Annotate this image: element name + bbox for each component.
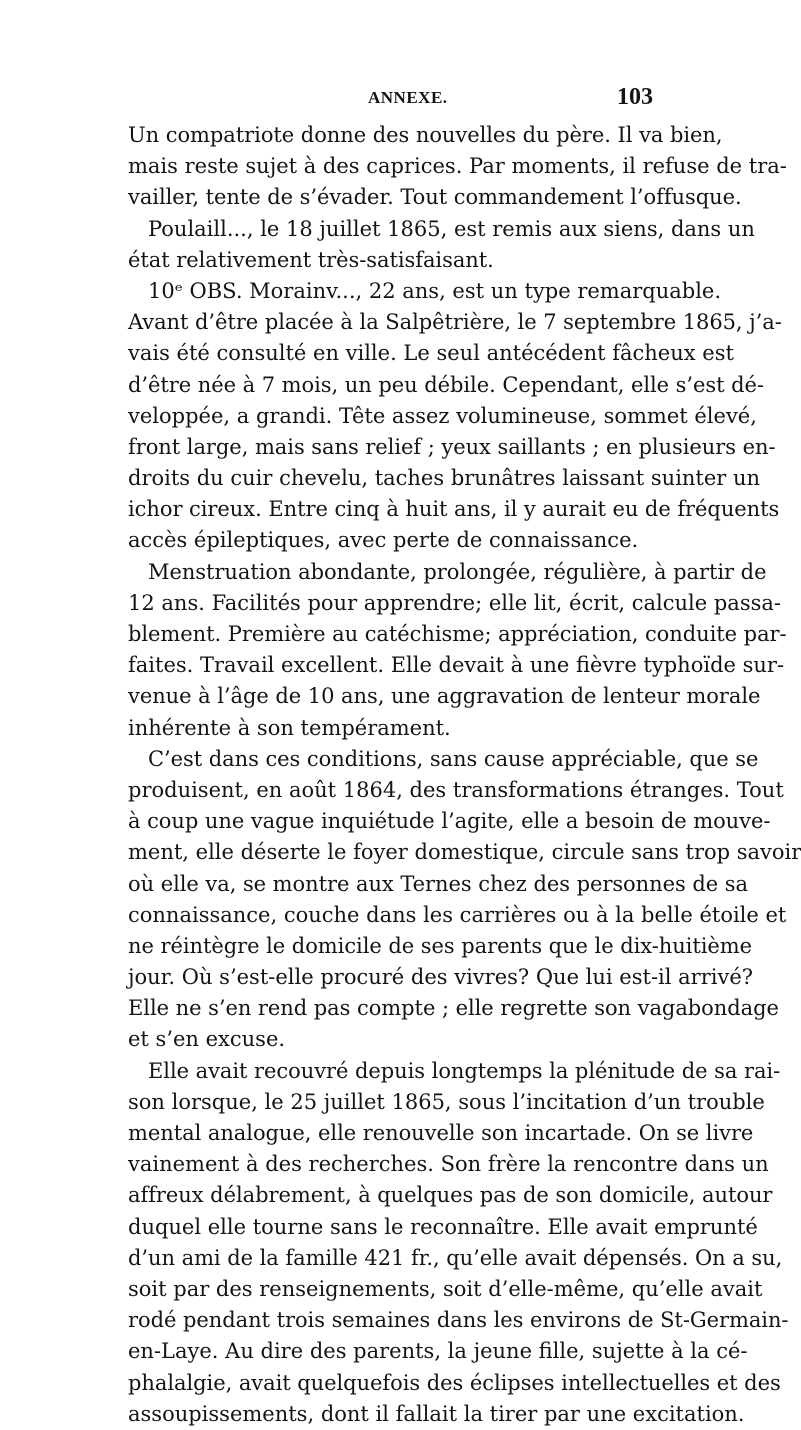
text-line: connaissance, couche dans les carrières ou à la belle étoile et (128, 902, 787, 927)
text-line: vainement à des recherches. Son frère la rencontre dans un (128, 1152, 769, 1177)
text-line: rodé pendant trois semaines dans les environs de St-Germain- (128, 1308, 789, 1333)
text-line: Elle avait recouvré depuis longtemps la plénitude de sa rai- (148, 1058, 781, 1083)
body-text (128, 120, 801, 1430)
text-line: front large, mais sans relief ; yeux saillants ; en plusieurs en- (128, 434, 776, 459)
text-line: son lorsque, le 25 juillet 1865, sous l’incitation d’un trouble (128, 1089, 765, 1114)
text-line: ment, elle déserte le foyer domestique, circule sans trop savoir (128, 840, 801, 865)
text-line: d’être née à 7 mois, un peu débile. Cependant, elle s’est dé- (128, 372, 764, 397)
text-line: duquel elle tourne sans le reconnaître. Elle avait emprunté (128, 1214, 758, 1239)
text-line: droits du cuir chevelu, taches brunâtres laissant suinter un (128, 466, 761, 491)
text-line: produisent, en août 1864, des transformations étranges. Tout (128, 777, 784, 802)
text-line: Menstruation abondante, prolongée, régulière, à partir de (148, 559, 767, 584)
text-line: et s’en excuse. (128, 1027, 286, 1052)
text-line: Avant d’être placée à la Salpêtrière, le 7 septembre 1865, j’a- (128, 310, 782, 335)
text-line: ichor cireux. Entre cinq à huit ans, il y aurait eu de fréquents (128, 497, 780, 522)
text-line: vailler, tente de s’évader. Tout commandement l’offusque. (128, 185, 742, 210)
running-head: ANNEXE. (368, 88, 448, 107)
text-line: mais reste sujet à des caprices. Par moments, il refuse de tra- (128, 154, 787, 179)
text-line: affreux délabrement, à quelques pas de son domicile, autour (128, 1183, 773, 1208)
text-line: mental analogue, elle renouvelle son incartade. On se livre (128, 1121, 754, 1145)
text-line: 10ᵉ OBS. Morainv..., 22 ans, est un type remarquable. (148, 278, 722, 303)
text-line: inhérente à son tempérament. (128, 715, 451, 740)
text-line: à coup une vague inquiétude l’agite, elle a besoin de mouve- (128, 809, 771, 834)
text-line: 12 ans. Facilités pour apprendre; elle lit, écrit, calcule passa- (128, 590, 781, 615)
text-line: phalalgie, avait quelquefois des éclipses intellectuelles et des (128, 1370, 781, 1395)
text-line: blement. Première au catéchisme; appréciation, conduite par- (128, 622, 787, 646)
text-line: en-Laye. Au dire des parents, la jeune fille, sujette à la cé- (128, 1339, 748, 1364)
text-line: veloppée, a grandi. Tête assez volumineuse, sommet élevé, (128, 403, 757, 428)
page-number: 103 (617, 84, 653, 110)
text-line: état relativement très-satisfaisant. (128, 247, 494, 272)
text-line: d’un ami de la famille 421 fr., qu’elle avait dépensés. On a su, (128, 1245, 783, 1270)
page-header (128, 84, 653, 118)
text-line: accès épileptiques, avec perte de connaissance. (128, 528, 639, 553)
text-line: Elle ne s’en rend pas compte ; elle regrette son vagabondage (128, 996, 779, 1021)
text-line: assoupissements, dont il fallait la tirer par une excitation. (128, 1401, 745, 1426)
text-line: Un compatriote donne des nouvelles du père. Il va bien, (128, 123, 723, 147)
text-line: vais été consulté en ville. Le seul antécédent fâcheux est (128, 341, 734, 366)
text-line: Poulaill..., le 18 juillet 1865, est remis aux siens, dans un (148, 216, 755, 241)
text-line: soit par des renseignements, soit d’elle-même, qu’elle avait (128, 1276, 763, 1301)
text-line: venue à l’âge de 10 ans, une aggravation de lenteur morale (128, 684, 761, 709)
text-line: jour. Où s’est-elle procuré des vivres? Que lui est-il arrivé? (128, 965, 754, 990)
text-line: faites. Travail excellent. Elle devait à une fièvre typhoïde sur- (128, 653, 785, 678)
text-line: ne réintègre le domicile de ses parents que le dix-huitième (128, 933, 753, 958)
text-line: C’est dans ces conditions, sans cause appréciable, que se (148, 746, 759, 771)
text-line: où elle va, se montre aux Ternes chez des personnes de sa (128, 871, 748, 896)
